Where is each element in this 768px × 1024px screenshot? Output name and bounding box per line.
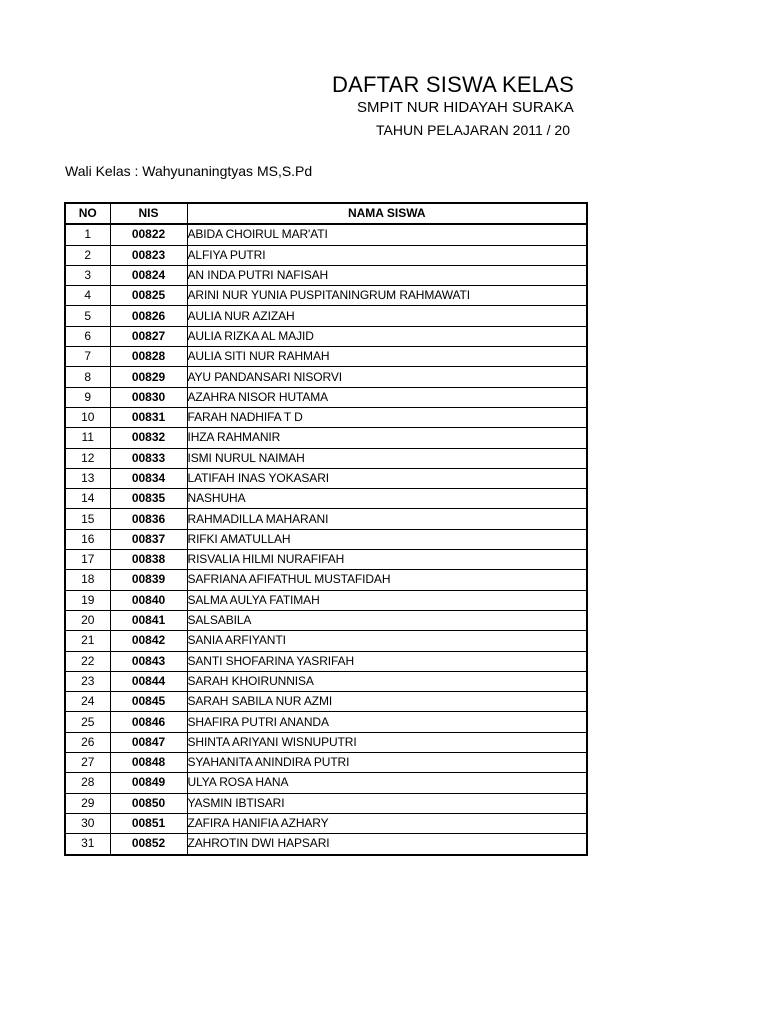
student-id-cell: 00844 — [110, 671, 187, 691]
student-name-cell: NASHUHA — [187, 489, 587, 509]
table-row — [65, 732, 587, 752]
row-number-cell: 19 — [65, 590, 110, 610]
student-id-cell: 00840 — [110, 590, 187, 610]
student-name-cell: FARAH NADHIFA T D — [187, 407, 587, 427]
student-id-cell: 00848 — [110, 753, 187, 773]
table-row — [65, 407, 587, 427]
student-name-cell: YASMIN IBTISARI — [187, 793, 587, 813]
student-name-cell: AN INDA PUTRI NAFISAH — [187, 265, 587, 285]
student-name-cell: ISMI NURUL NAIMAH — [187, 448, 587, 468]
table-row — [65, 347, 587, 367]
student-name-cell: SHAFIRA PUTRI ANANDA — [187, 712, 587, 732]
student-id-cell: 00850 — [110, 793, 187, 813]
row-number-cell: 6 — [65, 326, 110, 346]
student-id-cell: 00828 — [110, 347, 187, 367]
homeroom-teacher: Wali Kelas : Wahyunaningtyas MS,S.Pd — [65, 163, 313, 179]
table-row — [65, 570, 587, 590]
student-name-cell: SARAH SABILA NUR AZMI — [187, 692, 587, 712]
student-name-cell: RISVALIA HILMI NURAFIFAH — [187, 550, 587, 570]
row-number-cell: 28 — [65, 773, 110, 793]
table-row — [65, 834, 587, 855]
table-row — [65, 590, 587, 610]
student-id-cell: 00841 — [110, 610, 187, 630]
student-id-cell: 00827 — [110, 326, 187, 346]
document-header — [0, 60, 586, 150]
row-number-cell: 11 — [65, 428, 110, 448]
table-row — [65, 245, 587, 265]
student-name-cell: ALFIYA PUTRI — [187, 245, 587, 265]
column-header-no: NO — [65, 203, 110, 224]
row-number-cell: 16 — [65, 529, 110, 549]
student-roster-table — [64, 202, 588, 856]
student-name-cell: SANTI SHOFARINA YASRIFAH — [187, 651, 587, 671]
student-id-cell: 00834 — [110, 468, 187, 488]
student-name-cell: ZAFIRA HANIFIA AZHARY — [187, 813, 587, 833]
student-id-cell: 00836 — [110, 509, 187, 529]
student-id-cell: 00849 — [110, 773, 187, 793]
row-number-cell: 3 — [65, 265, 110, 285]
student-id-cell: 00823 — [110, 245, 187, 265]
student-id-cell: 00824 — [110, 265, 187, 285]
student-name-cell: AULIA SITI NUR RAHMAH — [187, 347, 587, 367]
row-number-cell: 10 — [65, 407, 110, 427]
table-row — [65, 448, 587, 468]
table-row — [65, 773, 587, 793]
row-number-cell: 27 — [65, 753, 110, 773]
table-row — [65, 753, 587, 773]
row-number-cell: 13 — [65, 468, 110, 488]
student-name-cell: IHZA RAHMANIR — [187, 428, 587, 448]
page-title: DAFTAR SISWA KELAS — [332, 72, 574, 97]
student-id-cell: 00843 — [110, 651, 187, 671]
row-number-cell: 9 — [65, 387, 110, 407]
row-number-cell: 17 — [65, 550, 110, 570]
table-row — [65, 550, 587, 570]
student-name-cell: AULIA RIZKA AL MAJID — [187, 326, 587, 346]
table-row — [65, 793, 587, 813]
student-name-cell: RAHMADILLA MAHARANI — [187, 509, 587, 529]
student-id-cell: 00852 — [110, 834, 187, 855]
row-number-cell: 23 — [65, 671, 110, 691]
student-name-cell: SANIA ARFIYANTI — [187, 631, 587, 651]
row-number-cell: 25 — [65, 712, 110, 732]
student-name-cell: SALSABILA — [187, 610, 587, 630]
row-number-cell: 18 — [65, 570, 110, 590]
student-id-cell: 00826 — [110, 306, 187, 326]
student-id-cell: 00825 — [110, 286, 187, 306]
student-id-cell: 00829 — [110, 367, 187, 387]
table-row — [65, 671, 587, 691]
table-row — [65, 610, 587, 630]
student-id-cell: 00846 — [110, 712, 187, 732]
student-id-cell: 00831 — [110, 407, 187, 427]
student-id-cell: 00845 — [110, 692, 187, 712]
student-name-cell: AZAHRA NISOR HUTAMA — [187, 387, 587, 407]
student-id-cell: 00837 — [110, 529, 187, 549]
student-name-cell: SALMA AULYA FATIMAH — [187, 590, 587, 610]
table-row — [65, 692, 587, 712]
table-row — [65, 468, 587, 488]
student-id-cell: 00832 — [110, 428, 187, 448]
student-id-cell: 00842 — [110, 631, 187, 651]
row-number-cell: 2 — [65, 245, 110, 265]
row-number-cell: 12 — [65, 448, 110, 468]
row-number-cell: 31 — [65, 834, 110, 855]
table-row — [65, 428, 587, 448]
table-row — [65, 224, 587, 245]
table-row — [65, 326, 587, 346]
student-name-cell: ABIDA CHOIRUL MAR'ATI — [187, 224, 587, 245]
student-name-cell: SYAHANITA ANINDIRA PUTRI — [187, 753, 587, 773]
row-number-cell: 20 — [65, 610, 110, 630]
table-row — [65, 286, 587, 306]
row-number-cell: 5 — [65, 306, 110, 326]
student-id-cell: 00847 — [110, 732, 187, 752]
table-row — [65, 387, 587, 407]
student-id-cell: 00835 — [110, 489, 187, 509]
student-name-cell: AULIA NUR AZIZAH — [187, 306, 587, 326]
table-body — [65, 224, 587, 854]
student-name-cell: SAFRIANA AFIFATHUL MUSTAFIDAH — [187, 570, 587, 590]
table-row — [65, 631, 587, 651]
row-number-cell: 14 — [65, 489, 110, 509]
table-row — [65, 265, 587, 285]
student-id-cell: 00833 — [110, 448, 187, 468]
row-number-cell: 22 — [65, 651, 110, 671]
student-name-cell: AYU PANDANSARI NISORVI — [187, 367, 587, 387]
row-number-cell: 8 — [65, 367, 110, 387]
student-name-cell: ULYA ROSA HANA — [187, 773, 587, 793]
column-header-nis: NIS — [110, 203, 187, 224]
row-number-cell: 4 — [65, 286, 110, 306]
row-number-cell: 26 — [65, 732, 110, 752]
row-number-cell: 24 — [65, 692, 110, 712]
row-number-cell: 21 — [65, 631, 110, 651]
row-number-cell: 15 — [65, 509, 110, 529]
student-name-cell: SARAH KHOIRUNNISA — [187, 671, 587, 691]
table-header-row — [65, 203, 587, 224]
table-row — [65, 509, 587, 529]
student-name-cell: SHINTA ARIYANI WISNUPUTRI — [187, 732, 587, 752]
student-name-cell: ZAHROTIN DWI HAPSARI — [187, 834, 587, 855]
row-number-cell: 30 — [65, 813, 110, 833]
student-id-cell: 00851 — [110, 813, 187, 833]
academic-year: TAHUN PELAJARAN 2011 / 20 — [376, 122, 571, 138]
column-header-name: NAMA SISWA — [187, 203, 587, 224]
student-id-cell: 00839 — [110, 570, 187, 590]
table-row — [65, 367, 587, 387]
table-row — [65, 529, 587, 549]
row-number-cell: 7 — [65, 347, 110, 367]
table-row — [65, 712, 587, 732]
school-name: SMPIT NUR HIDAYAH SURAKA — [357, 99, 574, 116]
table-row — [65, 651, 587, 671]
table-row — [65, 813, 587, 833]
table-row — [65, 306, 587, 326]
student-id-cell: 00838 — [110, 550, 187, 570]
row-number-cell: 1 — [65, 224, 110, 245]
row-number-cell: 29 — [65, 793, 110, 813]
student-name-cell: RIFKI AMATULLAH — [187, 529, 587, 549]
student-name-cell: LATIFAH INAS YOKASARI — [187, 468, 587, 488]
student-id-cell: 00830 — [110, 387, 187, 407]
student-id-cell: 00822 — [110, 224, 187, 245]
table-row — [65, 489, 587, 509]
student-name-cell: ARINI NUR YUNIA PUSPITANINGRUM RAHMAWATI — [187, 286, 587, 306]
